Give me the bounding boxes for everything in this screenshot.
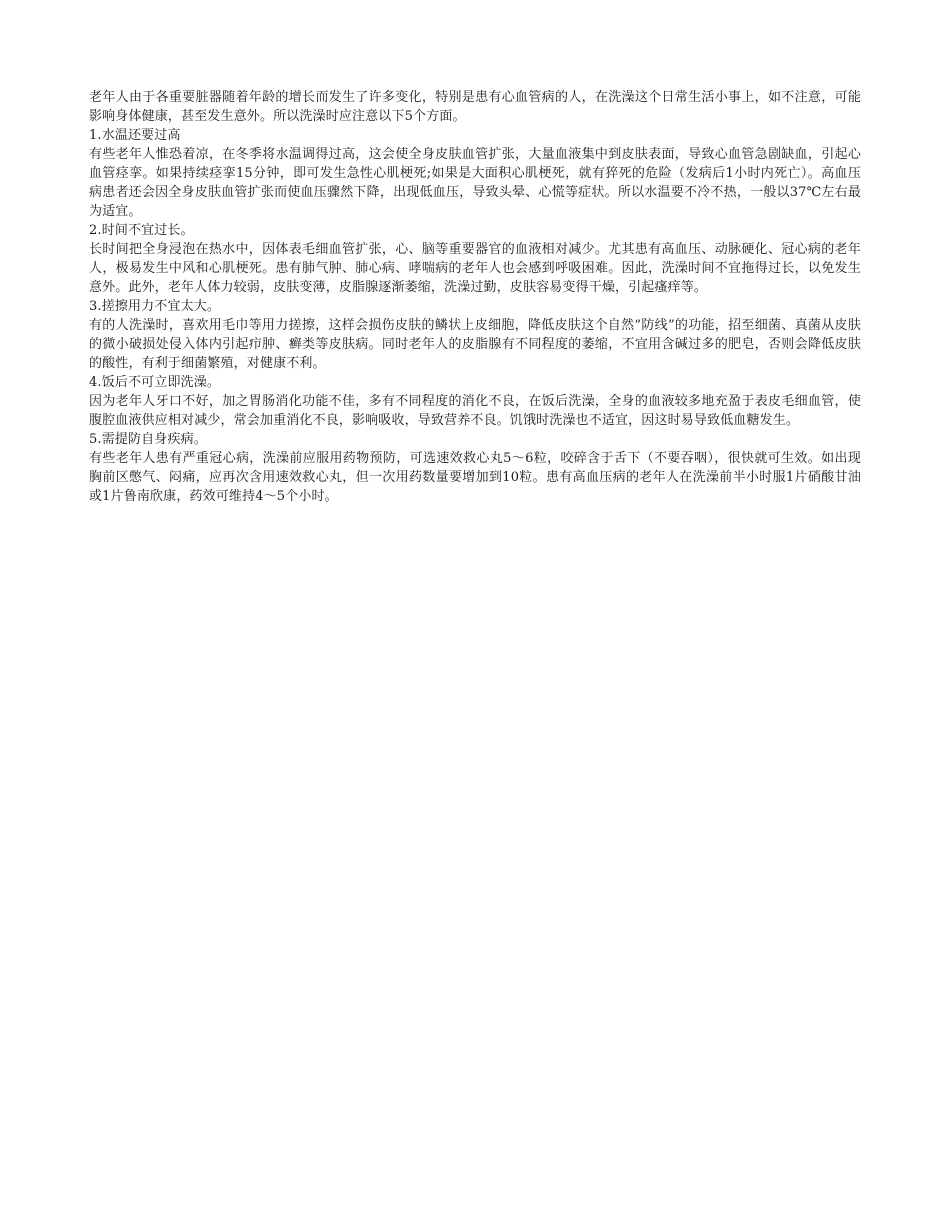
section-4-heading: 4.饭后不可立即洗澡。 [89,375,221,390]
section-3-heading: 3.搓擦用力不宜太大。 [89,299,221,314]
section-2-heading: 2.时间不宜过长。 [89,223,194,238]
section-5-heading: 5.需提防自身疾病。 [89,432,207,447]
section-4-body: 因为老年人牙口不好，加之胃肠消化功能不佳，多有不同程度的消化不良，在饭后洗澡，全身的血液较多地充盈于表皮毛细血管，使腹腔血液供应相对减少，常会加重消化不良，影响吸收，导致营养不良。饥饿时洗澡也不适宜，因这时易导致低血糖发生。 [89,394,861,428]
section-5-body: 有些老年人患有严重冠心病，洗澡前应服用药物预防，可选速效救心丸5～6粒，咬碎含于舌下（不要吞咽），很快就可生效。如出现胸前区憋气、闷痛，应再次含用速效救心丸，但一次用药数量要增加到10粒。患有高血压病的老年人在洗澡前半小时服1片硝酸甘油或1片鲁南欣康，药效可维持4～5个小时。 [89,451,861,504]
section-2-body: 长时间把全身浸泡在热水中，因体表毛细血管扩张，心、脑等重要器官的血液相对减少。尤其患有高血压、动脉硬化、冠心病的老年人，极易发生中风和心肌梗死。患有肺气肿、肺心病、哮喘病的老年人也会感到呼吸困难。因此，洗澡时间不宜拖得过长，以免发生意外。此外，老年人体力较弱，皮肤变薄，皮脂腺逐渐萎缩，洗澡过勤，皮肤容易变得干燥，引起瘙痒等。 [89,242,861,295]
section-1-heading: 1.水温还要过高 [89,128,181,143]
document-body [89,88,861,506]
section-1-body: 有些老年人惟恐着凉，在冬季将水温调得过高，这会使全身皮肤血管扩张，大量血液集中到皮肤表面，导致心血管急剧缺血，引起心血管痉挛。如果持续痉挛15分钟，即可发生急性心肌梗死;如果是大面积心肌梗死，就有猝死的危险（发病后1小时内死亡）。高血压病患者还会因全身皮肤血管扩张而使血压骤然下降，出现低血压，导致头晕、心慌等症状。所以水温要不冷不热，一般以37℃左右最为适宜。 [89,147,861,219]
section-3-body: 有的人洗澡时，喜欢用毛巾等用力搓擦，这样会损伤皮肤的鳞状上皮细胞，降低皮肤这个自然“防线”的功能，招至细菌、真菌从皮肤的微小破损处侵入体内引起疖肿、癣类等皮肤病。同时老年人的皮脂腺有不同程度的萎缩，不宜用含碱过多的肥皂，否则会降低皮肤的酸性，有利于细菌繁殖，对健康不利。 [89,318,861,371]
intro-paragraph: 老年人由于各重要脏器随着年龄的增长而发生了许多变化，特别是患有心血管病的人，在洗澡这个日常生活小事上，如不注意，可能影响身体健康，甚至发生意外。所以洗澡时应注意以下5个方面。 [89,90,861,124]
